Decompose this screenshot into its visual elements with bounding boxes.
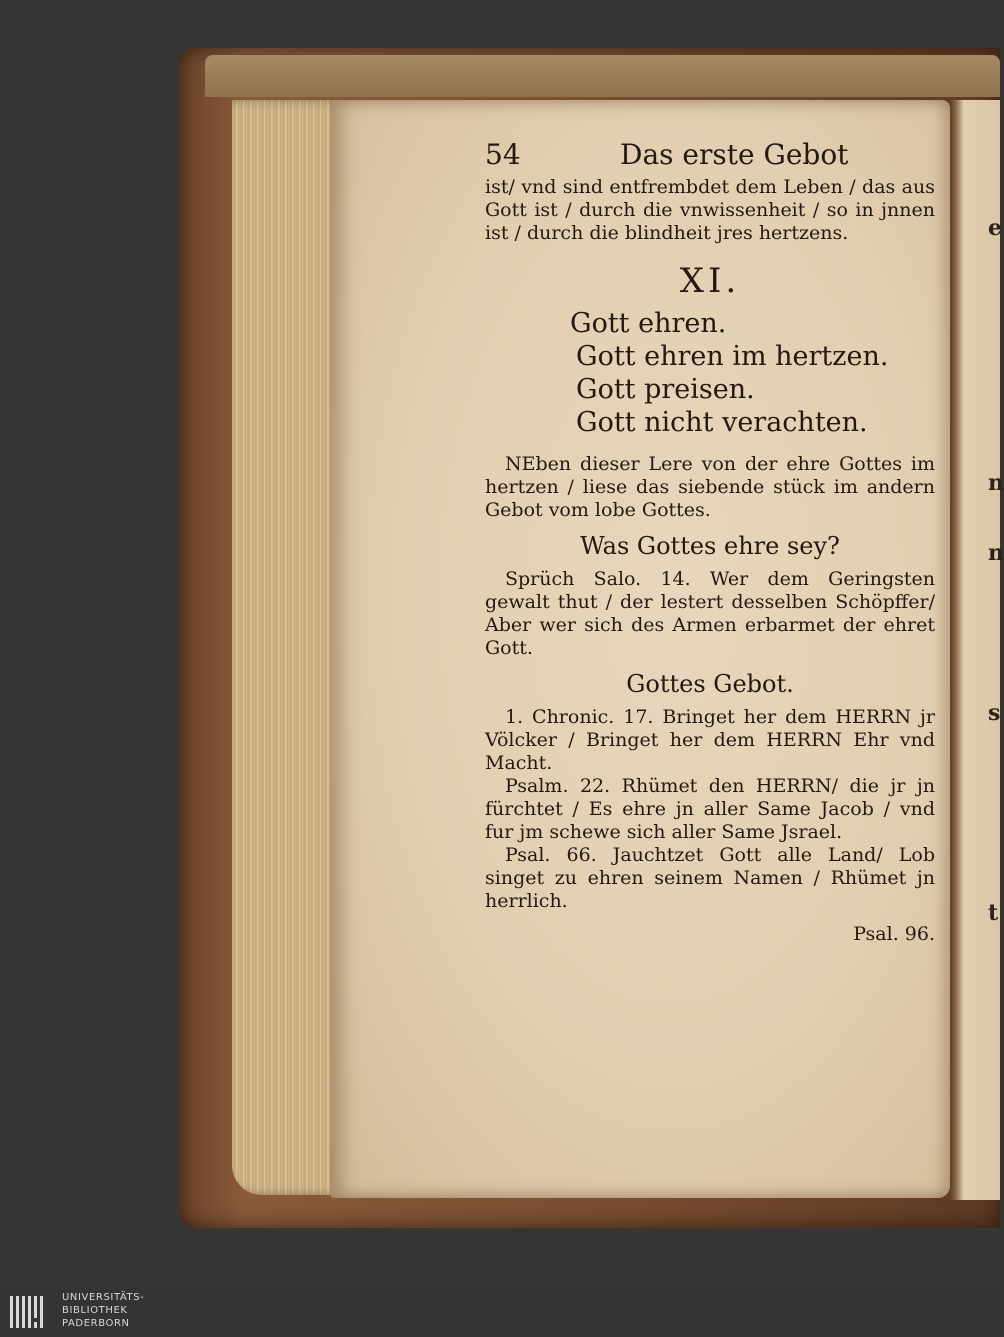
verse-line: Gott preisen. [576, 374, 755, 405]
library-logo-icon [8, 1292, 52, 1332]
proverbs-paragraph: Sprüch Salo. 14. Wer dem Geringsten gewalt thut / der lestert desselben Schöpffer/ Aber wer sich des Armen erbarmet der ehret Gott. [485, 568, 935, 659]
running-title: Das erste Gebot [620, 138, 849, 171]
library-name-line: PADERBORN [62, 1318, 130, 1329]
facing-page-letter: e [988, 215, 1002, 241]
section-numeral: XI. [679, 261, 741, 301]
facing-page-edge [950, 100, 1000, 1200]
psalm22-paragraph: Psalm. 22. Rhümet den HERRN/ die jr jn fürchtet / Es ehre jn aller Same Jacob / vnd fur jm schewe sich aller Same Jsrael. [485, 775, 935, 843]
page-text [485, 138, 935, 945]
book-cover-top-edge [205, 55, 1000, 97]
page-number: 54 [485, 138, 521, 171]
command-heading: Gottes Gebot. [626, 670, 794, 698]
verse-line: Gott ehren. [570, 308, 727, 339]
library-name-line: UNIVERSITÄTS- [62, 1292, 145, 1303]
verse-list [570, 307, 935, 439]
verse-line: Gott ehren im hertzen. [576, 341, 889, 372]
reference-paragraph: NEben dieser Lere von der ehre Gottes im hertzen / liese das siebende stück im andern Gebot vom lobe Gottes. [485, 453, 935, 521]
psalm66-paragraph: Psal. 66. Jauchtzet Gott alle Land/ Lob singet zu ehren seinem Namen / Rhümet jn herrlich. [485, 844, 935, 912]
question-heading: Was Gottes ehre sey? [580, 532, 840, 560]
page-header [485, 138, 935, 176]
library-name-line: BIBLIOTHEK [62, 1305, 128, 1316]
verse-line: Gott nicht verachten. [576, 407, 868, 438]
library-footer [0, 1287, 1000, 1337]
facing-page-letter: t [988, 900, 999, 926]
catchword: Psal. 96. [853, 923, 935, 945]
library-name [62, 1291, 144, 1330]
facing-page-letter: s [988, 700, 1001, 726]
opening-paragraph: ist/ vnd sind entfrembdet dem Leben / das aus Gott ist / durch die vnwissenheit / so in jnnen ist / durch die blindheit jres hertzens. [485, 176, 935, 244]
chronicles-paragraph: 1. Chronic. 17. Bringet her dem HERRN jr Völcker / Bringet her dem HERRN Ehr vnd Macht. [485, 706, 935, 774]
facing-page-letter: n [988, 540, 1004, 566]
facing-page-letter: n [988, 470, 1004, 496]
